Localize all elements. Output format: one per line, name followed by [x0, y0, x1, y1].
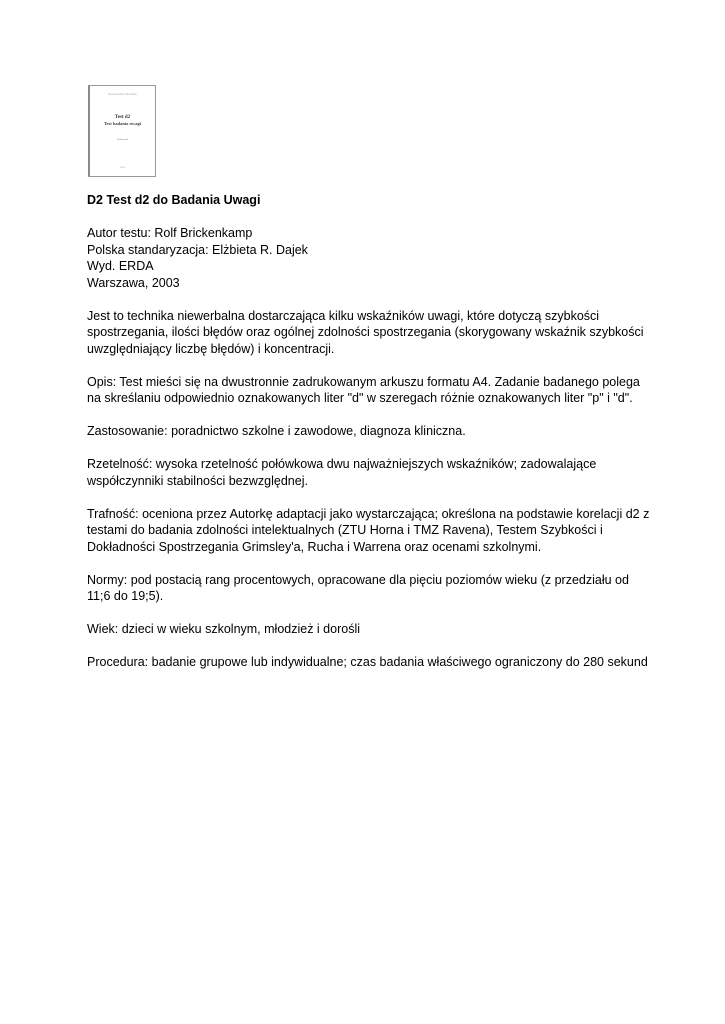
document-title: D2 Test d2 do Badania Uwagi: [87, 193, 261, 207]
cover-subtitle: Test badania uwagi: [103, 121, 142, 126]
paragraph-intro: Jest to technika niewerbalna dostarczająca kilku wskaźników uwagi, które dotyczą szybkości spostrzegania, ilości błędów oraz ogólnej zdolności spostrzegania (skorygowany wskaźnik szybkości uwzględniający liczbę błędów) i koncentracji.: [87, 308, 644, 356]
paragraph-application: Zastosowanie: poradnictwo szkolne i zawodowe, diagnoza kliniczna.: [87, 424, 466, 438]
book-cover-image: [88, 85, 156, 177]
cover-title: Test d2: [114, 115, 131, 120]
cover-publisher: PRACOWNIA TESTÓW: [108, 93, 137, 96]
paragraph-procedure: Procedura: badanie grupowe lub indywidualne; czas badania właściwego ograniczony do 280 sekund: [87, 655, 648, 669]
meta-standardization: Polska standaryzacja: Elżbieta R. Dajek: [87, 242, 308, 257]
cover-year: 2003: [120, 166, 125, 169]
paragraph-description: Opis: Test mieści się na dwustronnie zadrukowanym arkuszu formatu A4. Zadanie badanego polega na skreślaniu odpowiednio oznakowanych liter "d" w szeregach różnie oznakowanych liter "p" i "d".: [87, 374, 640, 405]
cover-label: Podręcznik: [116, 138, 129, 141]
paragraph-reliability: Rzetelność: wysoka rzetelność połówkowa dwu najważniejszych wskaźników; zadowalające współczynniki stabilności bezwzględnej.: [87, 457, 597, 488]
meta-publisher: Wyd. ERDA: [87, 259, 154, 273]
meta-author: Autor testu: Rolf Brickenkamp: [87, 226, 253, 240]
document-meta: [87, 225, 652, 291]
meta-place-year: Warszawa, 2003: [87, 275, 180, 290]
paragraph-validity: Trafność: oceniona przez Autorkę adaptacji jako wystarczająca; określona na podstawie korelacji d2 z testami do badania zdolności intelektualnych (ZTU Horna i TMZ Ravena), Testem Szybkości i Dokładności Spostrzegania Grimsley'a, Rucha i Warrena oraz ocenami szkolnymi.: [87, 506, 650, 554]
paragraph-age: Wiek: dzieci w wieku szkolnym, młodzież i dorośli: [87, 622, 360, 636]
paragraph-norms: Normy: pod postacią rang procentowych, opracowane dla pięciu poziomów wieku (z przedziału od 11;6 do 19;5).: [87, 572, 629, 603]
document-content: [87, 192, 652, 687]
